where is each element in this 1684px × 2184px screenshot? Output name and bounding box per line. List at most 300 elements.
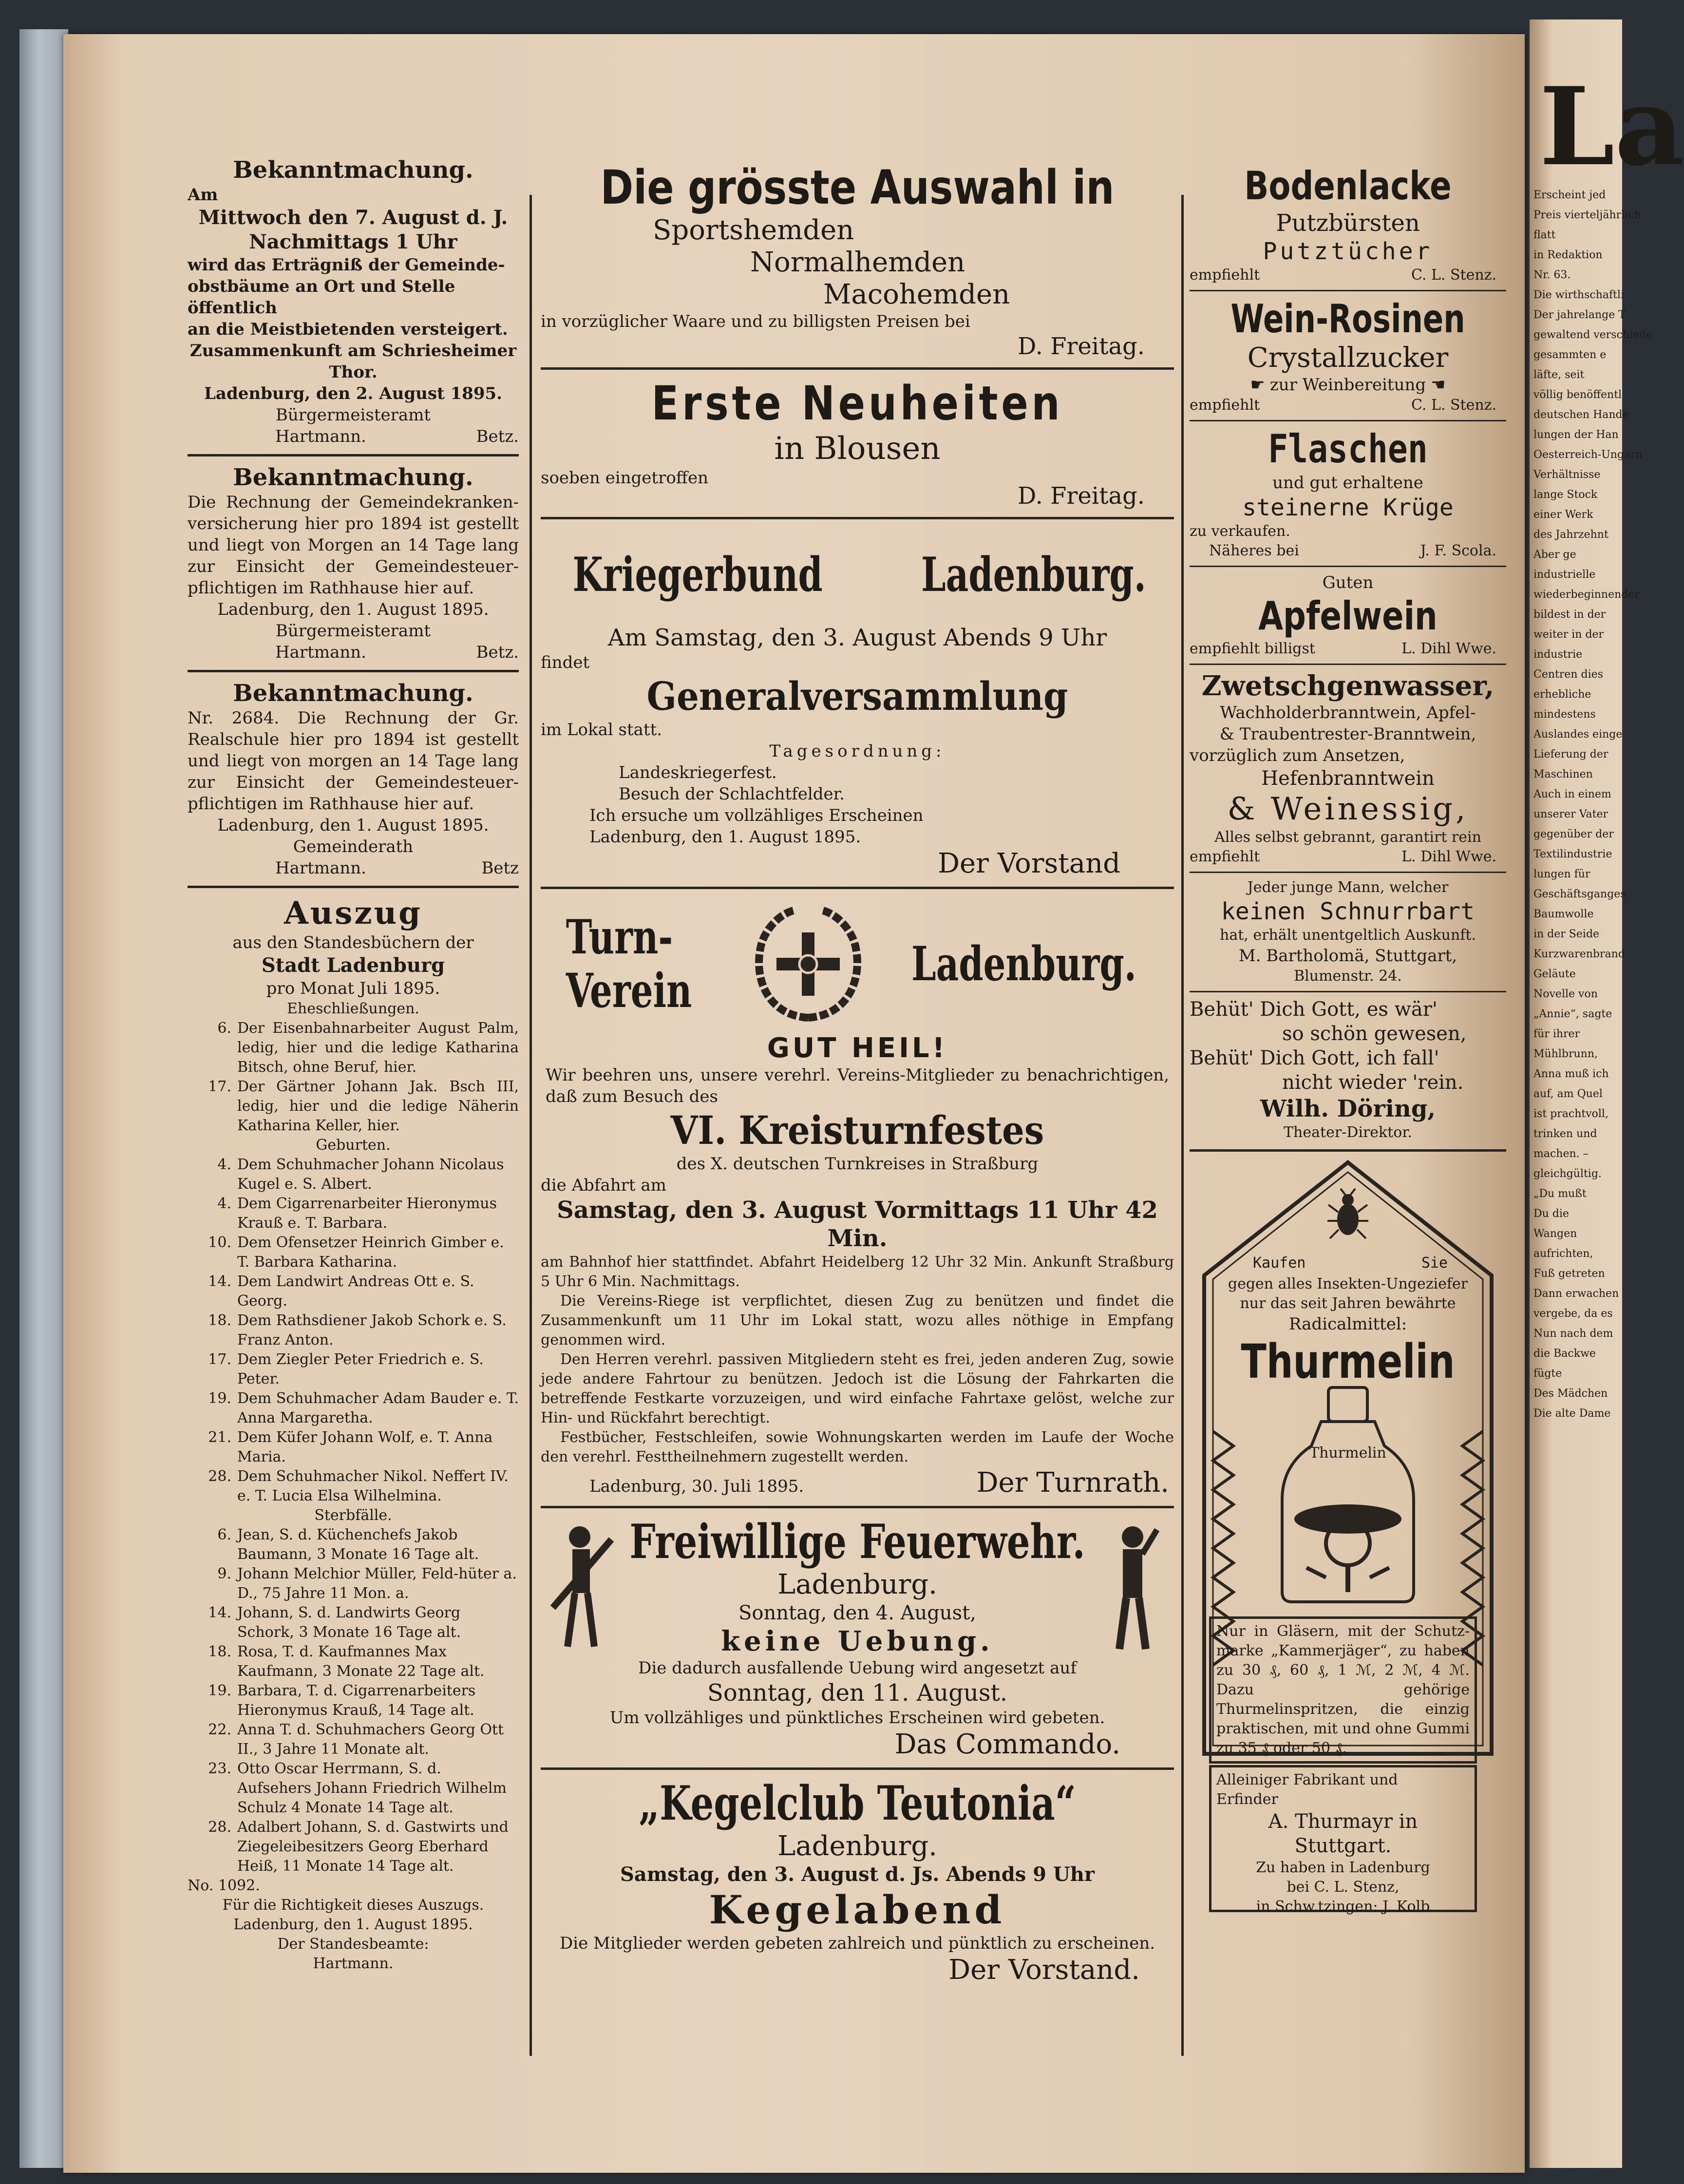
footer-line: Ladenburg, den 1. August 1895. [233, 1916, 473, 1933]
signer-abbr: Betz [481, 858, 519, 878]
notice-2 [188, 463, 519, 663]
signer-abbr: Betz. [476, 643, 519, 662]
entry-day: 21. [208, 1429, 231, 1446]
ad-apfelwein [1190, 572, 1506, 659]
agenda-item: Landeskriegerfest. [619, 763, 777, 782]
edge-text-line: Lieferung der [1533, 748, 1608, 760]
ad-feuerwehr [541, 1515, 1174, 1761]
edge-text-line: „Du mußt [1533, 1188, 1587, 1200]
edge-text-line: lange Stock [1533, 489, 1598, 501]
entry-text: Anna T. d. Schuhmachers Georg Ott II., 3 Jahre 11 Monate alt. [237, 1721, 504, 1758]
register-sub: aus den Standesbüchern der [232, 933, 474, 952]
ad-line: Näheres bei [1209, 542, 1299, 559]
notice-title: Bekanntmachung. [233, 680, 473, 707]
entry-text: Dem Landwirt Andreas Ott e. S. Georg. [237, 1273, 474, 1310]
ad-headline: Die grösste Auswahl in [600, 160, 1115, 215]
entry-text: Johann Melchior Müller, Feld-hüter a. D., 75 Jahre 11 Mon. a. [237, 1565, 517, 1602]
edge-text-line: die Backwe [1533, 1348, 1596, 1360]
edge-text [1530, 185, 1653, 1424]
divider [188, 886, 519, 888]
entry-text: Rosa, T. d. Kaufmannes Max Kaufmann, 3 Monate 22 Tage alt. [237, 1643, 485, 1680]
divider [1190, 872, 1506, 873]
ad-headline: Wein-Rosinen [1230, 296, 1465, 342]
divider [188, 454, 519, 456]
edge-text-line: Auslandes einge [1533, 728, 1623, 741]
agenda-title: Tagesordnung: [769, 741, 946, 761]
turner-cross-wreath-icon [747, 903, 869, 1025]
ad-event: Kegelabend [709, 1887, 1006, 1933]
ad-date: Am Samstag, den 3. August Abends 9 Uhr [607, 624, 1107, 651]
ad-line: & Weinessig, [1227, 791, 1469, 827]
entry-day: 10. [208, 1234, 231, 1251]
entry-day: 22. [208, 1721, 231, 1738]
edge-text-line: vergebe, da es [1533, 1308, 1613, 1320]
beetle-icon [1326, 1188, 1370, 1241]
divider [541, 517, 1174, 519]
ad-headline-left: Kriegerbund [572, 547, 823, 602]
ad-signer: Wilh. Döring, [1260, 1095, 1436, 1122]
edge-text-line: in Redaktion [1533, 249, 1603, 261]
edge-text-line: lungen der Han [1533, 429, 1619, 441]
birth-list [188, 1155, 519, 1506]
entry-day: 6. [217, 1526, 231, 1543]
ad-line: & Traubentrester-Branntwein, [1219, 724, 1476, 744]
ad-signer: Das Commando. [894, 1728, 1120, 1760]
entry-text: Dem Rathsdiener Jakob Schork e. S. Franz Anton. [237, 1312, 507, 1348]
ad-flaschen [1190, 426, 1506, 561]
ad-recommend: empfiehlt [1190, 266, 1260, 284]
ad-headline-right: Ladenburg. [911, 936, 1137, 991]
ad-line: so schön gewesen, [1282, 1023, 1467, 1045]
list-item [188, 1642, 519, 1681]
edge-text-line: in der Seide [1533, 928, 1600, 940]
ad-item: Sportshemden [653, 214, 854, 246]
ad-note: soeben eingetroffen [541, 468, 708, 488]
ad-line: Behüt' Dich Gott, ich fall' [1190, 1047, 1439, 1069]
divider [188, 670, 519, 672]
ad-signer: L. Dihl Wwe. [1401, 848, 1496, 865]
ad-signer: D. Freitag. [1017, 333, 1145, 360]
edge-text-line: unserer Vater [1533, 808, 1608, 820]
entry-day: 17. [208, 1351, 231, 1368]
entry-text: Barbara, T. d. Cigarrenarbeiters Hieronymus Krauß, 14 Tage alt. [237, 1682, 476, 1719]
ad-headline: Erste Neuheiten [651, 376, 1063, 431]
bottle-label: Thurmelin [1309, 1444, 1386, 1462]
register-sub: Stadt Ladenburg [261, 954, 445, 977]
edge-text-line: läfte, seit [1533, 369, 1585, 381]
ad-line: Kaufen [1253, 1254, 1306, 1272]
edge-text-line: Du die [1533, 1208, 1569, 1220]
ad-sub: in Blousen [774, 431, 941, 467]
death-list [188, 1525, 519, 1876]
edge-text-line: gleichgültig. [1533, 1168, 1602, 1180]
entry-text: Der Gärtner Johann Jak. Bsch III, ledig, hier und die ledige Näherin Katharina Keller, hier. [237, 1078, 519, 1134]
office: Bürgermeisteramt [275, 621, 431, 641]
list-item [188, 1194, 519, 1233]
office: Bürgermeisteramt [275, 405, 431, 425]
ad-line: zu verkaufen. [1190, 523, 1290, 540]
ad-line: Blumenstr. 24. [1294, 968, 1402, 985]
edge-text-line: gegenüber der [1533, 828, 1614, 840]
ad-text: Die Vereins-Riege ist verpflichtet, diesen Zug zu benützen und findet die Zusammenkunft um 11 Uhr im Lokal statt, wozu alles nöthige in Empfang genommen wird. [541, 1292, 1174, 1348]
divider [1190, 420, 1506, 421]
ad-signer: J. F. Scola. [1420, 542, 1496, 559]
ad-headline: keinen Schnurrbart [1221, 898, 1475, 925]
fireman-right-icon [1101, 1520, 1164, 1656]
agenda-item: Besuch der Schlachtfelder. [619, 784, 845, 804]
edge-text-line: gewaltend verschiede [1533, 329, 1653, 341]
ad-line: Putzbürsten [1276, 209, 1420, 237]
section-heading: Eheschließungen. [287, 1000, 419, 1017]
edge-text-line: Novelle von [1533, 988, 1598, 1000]
list-item [188, 1389, 519, 1428]
ad-line: hat, erhält unentgeltlich Auskunft. [1220, 927, 1476, 944]
list-item [188, 1818, 519, 1876]
ad-behuet [1190, 997, 1506, 1142]
thurmelin-price-box [1209, 1616, 1477, 1764]
entry-text: Dem Schuhmacher Nikol. Neffert IV. e. T. Lucia Elsa Wilhelmina. [237, 1468, 509, 1504]
signer: Hartmann. [275, 858, 366, 878]
edge-text-line: mindestens [1533, 708, 1596, 721]
ad-recommend: empfiehlt billigst [1190, 640, 1315, 657]
edge-text-line: deutschen Hande [1533, 409, 1629, 421]
entry-day: 4. [217, 1195, 231, 1212]
text-line: wird das Erträgniß der Gemeinde- [188, 255, 505, 275]
office: Gemeinderath [293, 837, 414, 856]
edge-text-line: erhebliche [1533, 688, 1591, 701]
ad-text: Den Herren verehrl. passiven Mitgliedern steht es frei, jeden anderen Zug, sowie jede andere Fahrtour zu benützen. Jedoch ist die Lösung der Fahrkarten die betreffende Festkarte vorzuzeigen, und wird einfache Fahrtaxe gelöst, welche zur Hin- und Rückfahrt berechtigt. [541, 1351, 1174, 1426]
column-rule [1181, 195, 1184, 2056]
ad-line: Hefenbranntwein [1261, 767, 1435, 790]
edge-text-line: völlig benöffentl [1533, 389, 1622, 401]
footer-line: Für die Richtigkeit dieses Auszugs. [222, 1897, 484, 1914]
entry-day: 19. [208, 1682, 231, 1699]
newspaper-page [63, 34, 1525, 2173]
ad-item: Normalhemden [750, 247, 965, 278]
ad-text: im Lokal statt. [541, 720, 662, 740]
divider [541, 367, 1174, 370]
ad-line: nur das seit Jahren bewährte [1240, 1295, 1456, 1312]
edge-text-line: Geläute [1533, 968, 1576, 980]
ad-signer: M. Bartholomä, Stuttgart, [1238, 946, 1457, 966]
list-item [188, 1681, 519, 1720]
edge-text-line: machen. – [1533, 1148, 1589, 1160]
pointing-hand-right-icon: ☛ [1250, 375, 1265, 395]
ad-date: Samstag, den 3. August d. Js. Abends 9 Uhr [620, 1863, 1095, 1886]
edge-text-line: Geschäftsganges [1533, 888, 1626, 900]
entry-text: Dem Schuhmacher Johann Nicolaus Kugel e. S. Albert. [237, 1156, 504, 1193]
ad-headline-right: Ladenburg. [921, 547, 1146, 602]
entry-day: 28. [208, 1468, 231, 1485]
ad-text: findet [541, 653, 590, 672]
edge-text-line: industrie [1533, 648, 1583, 661]
list-item [188, 1155, 519, 1194]
date-line: Ladenburg, den 1. August 1895. [217, 600, 489, 619]
edge-text-line: für ihrer [1533, 1028, 1580, 1040]
ad-line: in Schw.tzingen: J. Kolb [1256, 1898, 1430, 1915]
edge-text-line: Auch in einem [1533, 788, 1611, 800]
list-item [188, 1019, 519, 1077]
edge-text-line: des Jahrzehnt [1533, 529, 1608, 541]
text-line: Ladenburg, den 2. August 1895. [204, 384, 502, 403]
entry-text: Jean, S. d. Küchenchefs Jakob Baumann, 3 Monate 16 Tage alt. [237, 1526, 479, 1563]
entry-text: Adalbert Johann, S. d. Gastwirts und Ziegeleibesitzers Georg Eberhard Heiß, 11 Monate 14 Tage alt. [237, 1819, 509, 1875]
ad-signer: C. L. Stenz. [1411, 397, 1496, 414]
entry-day: 9. [217, 1565, 231, 1582]
ad-date: Samstag, den 3. August Vormittags 11 Uhr 42 Min. [557, 1196, 1158, 1252]
right-column [1190, 163, 1506, 1914]
ad-town: Ladenburg. [777, 1830, 937, 1862]
edge-text-line: trinken und [1533, 1128, 1597, 1140]
notice-title: Bekanntmachung. [233, 156, 473, 184]
register-sub: pro Monat Juli 1895. [266, 979, 440, 998]
list-item [188, 1233, 519, 1272]
ad-tagline: in vorzüglicher Waare und zu billigsten Preisen bei [541, 312, 970, 331]
ad-text: Wir beehren uns, unsere verehrl. Vereins-Mitglieder zu benachrichtigen, daß zum Besuch des [546, 1065, 1169, 1106]
ad-line: Jeder junge Mann, welcher [1247, 879, 1449, 896]
ad-line: Wachholderbranntwein, Apfel- [1220, 703, 1476, 722]
entry-day: 17. [208, 1078, 231, 1095]
edge-text-line: Nun nach dem [1533, 1328, 1613, 1340]
middle-column [541, 161, 1174, 1986]
edge-text-line: „Annie“, sagte [1533, 1008, 1612, 1020]
register-title: Auszug [284, 895, 422, 931]
ad-line: zur Weinbereitung [1269, 375, 1426, 395]
ad-zwetschgenwasser [1190, 670, 1506, 867]
ad-signer: A. Thurmayr in [1268, 1810, 1418, 1833]
ad-headline: Bodenlacke [1244, 163, 1452, 209]
ad-line: Theater-Direktor. [1284, 1124, 1412, 1141]
ad-headline: „Kegelclub Teutonia“ [639, 1776, 1076, 1831]
edge-text-line: weiter in der [1533, 628, 1604, 641]
ad-text: des X. deutschen Turnkreises in Straßburg [676, 1154, 1039, 1174]
ad-line: Crystallzucker [1247, 342, 1449, 374]
entry-text: Johann, S. d. Landwirts Georg Schork, 3 Monate 16 Tage alt. [237, 1604, 461, 1641]
ad-headline: Flaschen [1268, 426, 1428, 472]
ad-item: Macohemden [823, 279, 1010, 310]
edge-text-line: einer Werk [1533, 509, 1593, 521]
ad-thurmelin [1190, 1158, 1506, 1914]
divider [541, 1506, 1174, 1508]
ad-brand: Thurmelin [1241, 1334, 1455, 1389]
facing-page-edge [1530, 19, 1684, 2168]
date-line: Ladenburg, den 1. August 1895. [217, 816, 489, 835]
entry-text: Otto Oscar Herrmann, S. d. Aufsehers Johann Friedrich Wilhelm Schulz 4 Monate 14 Tage alt. [237, 1760, 507, 1816]
ad-shirts [541, 161, 1174, 361]
divider [1190, 991, 1506, 992]
list-item [188, 1564, 519, 1603]
ad-line: Alleiniger Fabrikant und [1216, 1771, 1398, 1788]
edge-text-line: fügte [1533, 1367, 1562, 1380]
edge-text-line: Des Mädchen [1533, 1387, 1608, 1400]
edge-text-line: ist prachtvoll, [1533, 1108, 1608, 1120]
auszug-register [188, 895, 519, 1974]
edge-text-line: Centren dies [1533, 668, 1603, 681]
notice-body: Die Rechnung der Gemeindekranken-versicherung hier pro 1894 ist gestellt und liegt von Morgen an 14 Tage lang zur Einsicht der Gemeindesteuer-pflichtigen im Rathhause hier auf. [188, 493, 519, 598]
list-item [188, 1759, 519, 1818]
fireman-left-icon [550, 1520, 614, 1656]
edge-text-line: Oesterreich-Ungarn [1533, 449, 1643, 461]
ad-line: steinerne Krüge [1242, 494, 1454, 521]
list-item [188, 1603, 519, 1642]
text-line: Mittwoch den 7. August d. J. [198, 206, 508, 229]
entry-text: Dem Ziegler Peter Friedrich e. S. Peter. [237, 1351, 484, 1387]
text-line: Zusammenkunft am Schriesheimer Thor. [189, 341, 517, 382]
notice-1 [188, 156, 519, 447]
list-item [188, 1467, 519, 1506]
edge-text-line: flatt [1533, 229, 1556, 241]
text-line: Am [188, 185, 218, 205]
entry-text: Dem Ofensetzer Heinrich Gimber e. T. Barbara Katharina. [237, 1234, 504, 1271]
edge-text-line: gesammten e [1533, 349, 1607, 361]
ad-signer: Stuttgart. [1294, 1835, 1392, 1857]
section-heading: Sterbfälle. [314, 1507, 392, 1524]
ad-signer: Der Turnrath. [976, 1467, 1169, 1499]
edge-text-line: Baumwolle [1533, 908, 1594, 920]
ad-signer: Der Vorstand. [948, 1954, 1140, 1986]
left-column [188, 156, 519, 1974]
edge-text-line: industrielle [1533, 569, 1596, 581]
entry-day: 6. [217, 1020, 231, 1037]
ad-line: Zu haben in Ladenburg [1256, 1859, 1430, 1876]
notice-body [188, 184, 519, 404]
thurmelin-bottle-icon [1268, 1383, 1428, 1607]
edge-text-line: Erscheint jed [1533, 189, 1606, 201]
divider [541, 887, 1174, 889]
ad-line: Radicalmittel: [1288, 1314, 1407, 1334]
ad-headline: Zwetschgenwasser, [1201, 670, 1495, 702]
ad-kriegerbund [541, 526, 1174, 880]
entry-text: Dem Schuhmacher Adam Bauder e. T. Anna Margaretha. [237, 1390, 519, 1426]
list-item [188, 1428, 519, 1467]
entry-day: 18. [208, 1312, 231, 1329]
book-binding [19, 29, 68, 2168]
ad-greeting: GUT HEIL! [767, 1032, 948, 1064]
notice-3 [188, 679, 519, 879]
ad-headline-left: Turn-Verein [566, 910, 692, 1018]
ad-signer: L. Dihl Wwe. [1401, 640, 1496, 657]
ad-text: am Bahnhof hier stattfindet. Abfahrt Heidelberg 12 Uhr 32 Min. Ankunft Straßburg 5 Uhr 6 Min. Nachmittags. [541, 1253, 1174, 1290]
ad-date-line: Ladenburg, den 1. August 1895. [589, 827, 861, 847]
ad-text: Um vollzähliges und pünktliches Erscheinen wird gebeten. [609, 1708, 1105, 1728]
edge-text-line: Fuß getreten [1533, 1268, 1605, 1280]
edge-text-line: auf, am Quel [1533, 1088, 1603, 1100]
entry-text: Der Eisenbahnarbeiter August Palm, ledig, hier und die ledige Katharina Bitsch, ohne Beruf, hier. [237, 1020, 519, 1076]
ad-event: keine Uebung. [721, 1625, 994, 1657]
ad-signer: Der Vorstand [938, 848, 1120, 879]
entry-text: Dem Cigarrenarbeiter Hieronymus Krauß e. T. Barbara. [237, 1195, 497, 1232]
edge-text-line: Wangen [1533, 1228, 1577, 1240]
divider [541, 1767, 1174, 1770]
list-item [188, 1720, 519, 1759]
ad-event: Generalversammlung [646, 673, 1068, 719]
footer-line: Hartmann. [313, 1955, 394, 1972]
edge-text-line: Der jahrelange T [1533, 309, 1626, 321]
divider [1190, 290, 1506, 291]
ad-recommend: empfiehlt [1190, 397, 1260, 414]
record-number: No. 1092. [188, 1877, 260, 1894]
ad-line: Alles selbst gebrannt, garantirt rein [1214, 829, 1481, 846]
edge-text-line: Verhältnisse [1533, 469, 1601, 481]
ad-text: Ich ersuche um vollzähliges Erscheinen [589, 806, 924, 825]
ad-schnurrbart [1190, 878, 1506, 986]
entry-day: 28. [208, 1819, 231, 1836]
list-item [188, 1077, 519, 1136]
ad-line: nicht wieder 'rein. [1282, 1071, 1464, 1094]
ad-signer: C. L. Stenz. [1411, 266, 1496, 284]
edge-text-line: Preis vierteljährlich [1533, 209, 1641, 221]
ad-line: gegen alles Insekten-Ungeziefer [1228, 1275, 1468, 1292]
ad-event: VI. Kreisturnfestes [670, 1107, 1044, 1153]
ad-line: Guten [1322, 573, 1374, 592]
notice-title: Bekanntmachung. [233, 464, 473, 491]
thurmelin-maker-box [1209, 1765, 1477, 1915]
ad-bodenlacke [1190, 163, 1506, 285]
entry-day: 19. [208, 1390, 231, 1407]
ad-text: die Abfahrt am [541, 1176, 666, 1195]
ad-line: bei C. L. Stenz, [1287, 1879, 1400, 1896]
divider [1190, 1149, 1506, 1152]
ad-kegelclub [541, 1777, 1174, 1986]
footer-line: Der Standesbeamte: [277, 1936, 429, 1953]
ad-text: Festbücher, Festschleifen, sowie Wohnungskarten werden im Laufe der Woche den verehrl. Festtheilnehmern zugestellt werden. [541, 1429, 1174, 1465]
ad-line: und gut erhaltene [1272, 473, 1423, 493]
edge-text-line: aufrichten, [1533, 1248, 1593, 1260]
section-heading: Geburten. [316, 1137, 391, 1154]
ad-text: Die dadurch ausfallende Uebung wird angesetzt auf [638, 1658, 1077, 1678]
ad-date: Sonntag, den 11. August. [707, 1679, 1008, 1707]
signer: Hartmann. [275, 643, 366, 662]
ad-line: Putztücher [1263, 238, 1433, 265]
edge-text-line: lungen für [1533, 868, 1590, 880]
ad-line: vorzüglich zum Ansetzen, [1190, 746, 1405, 765]
edge-text-line: Die alte Dame [1533, 1407, 1611, 1420]
ad-headline: Freiwillige Feuerwehr. [629, 1514, 1085, 1569]
ad-turnverein [541, 896, 1174, 1499]
ad-line: Erfinder [1216, 1791, 1278, 1808]
edge-text-line: Kurzwarenbrand [1533, 948, 1625, 960]
edge-text-line: Nr. 63. [1533, 269, 1571, 281]
list-item [188, 1525, 519, 1564]
text-line: an die Meistbietenden versteigert. [188, 320, 508, 339]
divider [1190, 664, 1506, 665]
ad-blouses [541, 377, 1174, 510]
notice-body: Nr. 2684. Die Rechnung der Gr. Realschule hier pro 1894 ist gestellt und liegt von morgen an 14 Tage lang zur Einsicht der Gemeindesteuer-pflichtigen im Rathhause hier auf. [188, 708, 519, 814]
ad-text: Die Mitglieder werden gebeten zahlreich und pünktlich zu erscheinen. [559, 1934, 1155, 1953]
ad-date: Sonntag, den 4. August, [738, 1602, 976, 1624]
list-item [188, 1272, 519, 1311]
divider [1190, 566, 1506, 567]
edge-text-line: bildest in der [1533, 608, 1606, 621]
list-item [188, 1350, 519, 1389]
ad-headline: Apfelwein [1258, 593, 1438, 639]
ad-wein-rosinen [1190, 296, 1506, 415]
signer: Hartmann. [275, 427, 366, 446]
ad-date-line: Ladenburg, 30. Juli 1895. [589, 1477, 804, 1496]
entry-day: 14. [208, 1273, 231, 1290]
pointing-hand-left-icon: ☚ [1431, 375, 1446, 395]
ad-recommend: empfiehlt [1190, 848, 1260, 865]
masthead-fragment: La [1539, 63, 1684, 190]
edge-text-line: wiederbeginnender [1533, 589, 1640, 601]
entry-day: 4. [217, 1156, 231, 1173]
marriage-list [188, 1019, 519, 1136]
edge-text-line: Aber ge [1533, 549, 1576, 561]
entry-day: 23. [208, 1760, 231, 1777]
ad-line: Sie [1421, 1254, 1448, 1272]
list-item [188, 1311, 519, 1350]
text-line: obstbäume an Ort und Stelle öffentlich [188, 277, 455, 318]
